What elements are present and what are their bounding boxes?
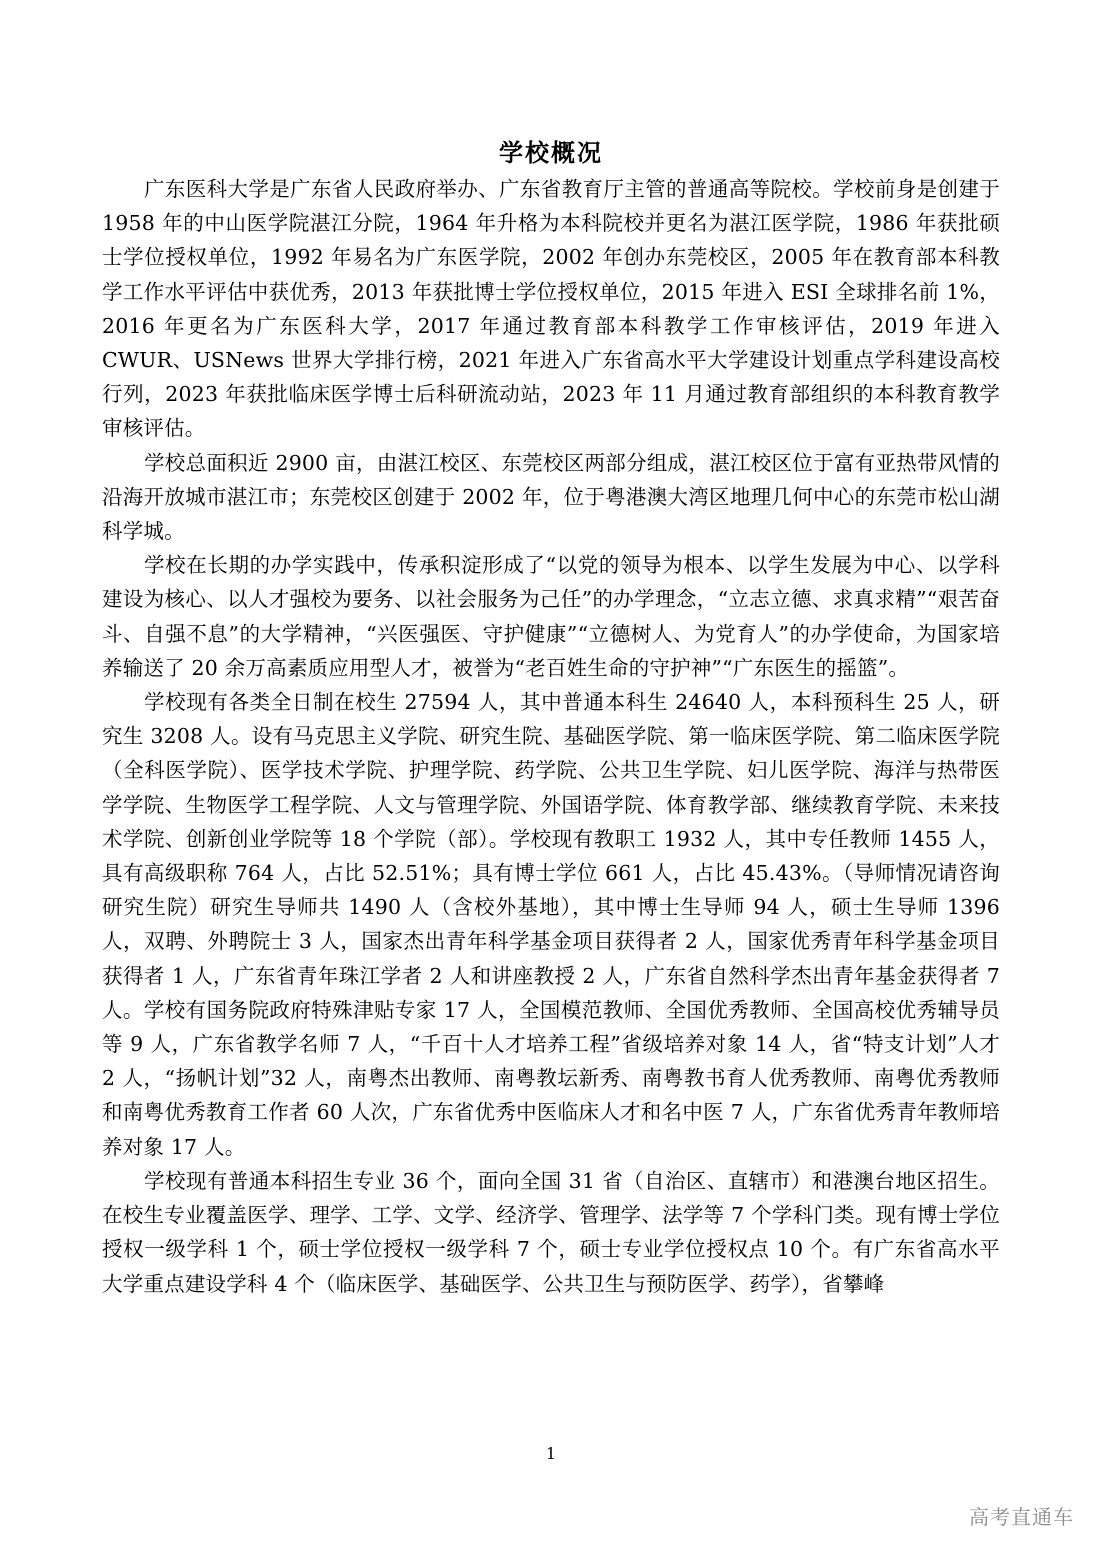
paragraph-philosophy: 学校在长期的办学实践中，传承积淀形成了“以党的领导为根本、以学生发展为中心、以学科建设为核心、以人才强校为要务、以社会服务为己任”的办学理念，“立志立德、求真求精”“艰苦奋斗、自强不息”的大学精神，“兴医强医、守护健康”“立德树人、为党育人”的办学使命，为国家培养输送了 20 余万高素质应用型人才，被誉为“老百姓生命的守护神”“广东医生的摇篮”。 (102, 553, 1000, 680)
paragraph-campus: 学校总面积近 2900 亩，由湛江校区、东莞校区两部分组成，湛江校区位于富有亚热带风情的沿海开放城市湛江市；东莞校区创建于 2002 年，位于粤港澳大湾区地理几何中心的东莞市松山湖科学城。 (102, 450, 1000, 544)
watermark-text: 高考直通车 (969, 1505, 1074, 1529)
paragraph-programs: 学校现有普通本科招生专业 36 个，面向全国 31 省（自治区、直辖市）和港澳台地区招生。在校生专业覆盖医学、理学、工学、文学、经济学、管理学、法学等 7 个学科门类。现有博士学位授权一级学科 1 个，硕士学位授权一级学科 7 个，硕士专业学位授权点 10 个。有广东省高水平大学重点建设学科 4 个（临床医学、基础医学、公共卫生与预防医学、药学），省攀峰 (102, 1168, 1000, 1296)
page-title: 学校概况 (499, 139, 603, 167)
paragraph-students-faculty: 学校现有各类全日制在校生 27594 人，其中普通本科生 24640 人，本科预科生 25 人，研究生 3208 人。设有马克思主义学院、研究生院、基础医学院、第一临床医学院、第二临床医学院（全科医学院）、医学技术学院、护理学院、药学院、公共卫生学院、妇儿医学院、海洋与热带医学学院、生物医学工程学院、人文与管理学院、外国语学院、体育教学部、继续教育学院、未来技术学院、创新创业学院等 18 个学院（部）。学校现有教职工 1932 人，其中专任教师 1455 人，具有高级职称 764 人，占比 52.51%；具有博士学位 661 人，占比 45.43%。（导师情况请咨询研究生院）研究生导师共 1490 人（含校外基地），其中博士生导师 94 人，硕士生导师 1396 人，双聘、外聘院士 3 人，国家杰出青年科学基金项目获得者 2 人，国家优秀青年科学基金项目获得者 1 人，广东省青年珠江学者 2 人和讲座教授 2 人，广东省自然科学杰出青年基金获得者 7 人。学校有国务院政府特殊津贴专家 17 人，全国模范教师、全国优秀教师、全国高校优秀辅导员等 9 人，广东省教学名师 7 人，“千百十人才培养工程”省级培养对象 14 人，省“特支计划”人才 2 人，“扬帆计划”32 人，南粤杰出教师、南粤教坛新秀、南粤教书育人优秀教师、南粤优秀教师和南粤优秀教育工作者 60 人次，广东省优秀中医临床人才和名中医 7 人，广东省优秀青年教师培养对象 17 人。 (102, 690, 1000, 1159)
document-body (102, 172, 1000, 1301)
page-number: 1 (545, 1444, 557, 1463)
paragraph-history: 广东医科大学是广东省人民政府举办、广东省教育厅主管的普通高等院校。学校前身是创建于 1958 年的中山医学院湛江分院，1964 年升格为本科院校并更名为湛江医学院，1986 年获批硕士学位授权单位，1992 年易名为广东医学院，2002 年创办东莞校区，2005 年在教育部本科教学工作水平评估中获优秀，2013 年获批博士学位授权单位，2015 年进入 ESI 全球排名前 1%，2016 年更名为广东医科大学，2017 年通过教育部本科教学工作审核评估，2019 年进入 CWUR、USNews 世界大学排行榜，2021 年进入广东省高水平大学建设计划重点学科建设高校行列，2023 年获批临床医学博士后科研流动站，2023 年 11 月通过教育部组织的本科教育教学审核评估。 (102, 177, 1000, 441)
